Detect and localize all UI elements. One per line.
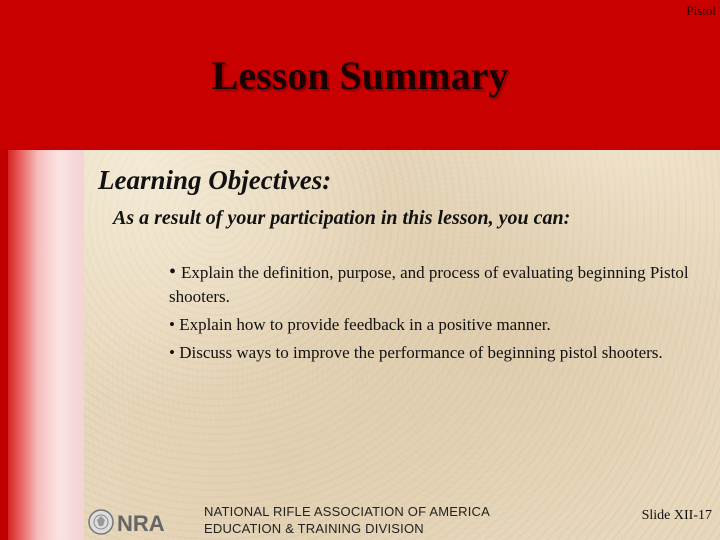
objective-item	[169, 341, 689, 365]
nra-logo	[87, 507, 177, 537]
objectives-heading: Learning Objectives:	[98, 165, 332, 195]
bullet-icon: •	[169, 315, 180, 334]
header-band	[0, 0, 720, 150]
objective-text: Explain the definition, purpose, and process of evaluating beginning Pistol shooters.	[169, 263, 689, 306]
objective-text: Explain how to provide feedback in a positive manner.	[179, 315, 551, 334]
side-bar-edge	[0, 150, 8, 540]
footer-organization	[204, 503, 490, 537]
slide-number: Slide XII-17	[641, 508, 712, 523]
footer-org-line2: EDUCATION & TRAINING DIVISION	[204, 521, 424, 536]
objective-item	[169, 260, 689, 309]
bullet-icon: •	[169, 343, 180, 362]
objectives-list	[169, 260, 689, 369]
bullet-icon: •	[169, 261, 182, 283]
side-gradient-bar	[0, 150, 84, 540]
section-label: Pistol	[686, 3, 716, 18]
objective-item	[169, 313, 689, 337]
nra-logo-text: NRA	[117, 511, 165, 536]
slide-title: Lesson Summary	[211, 53, 509, 98]
objective-text: Discuss ways to improve the performance of beginning pistol shooters.	[179, 343, 663, 362]
footer-org-line1: NATIONAL RIFLE ASSOCIATION OF AMERICA	[204, 504, 490, 519]
intro-line: As a result of your participation in this lesson, you can:	[113, 207, 571, 229]
